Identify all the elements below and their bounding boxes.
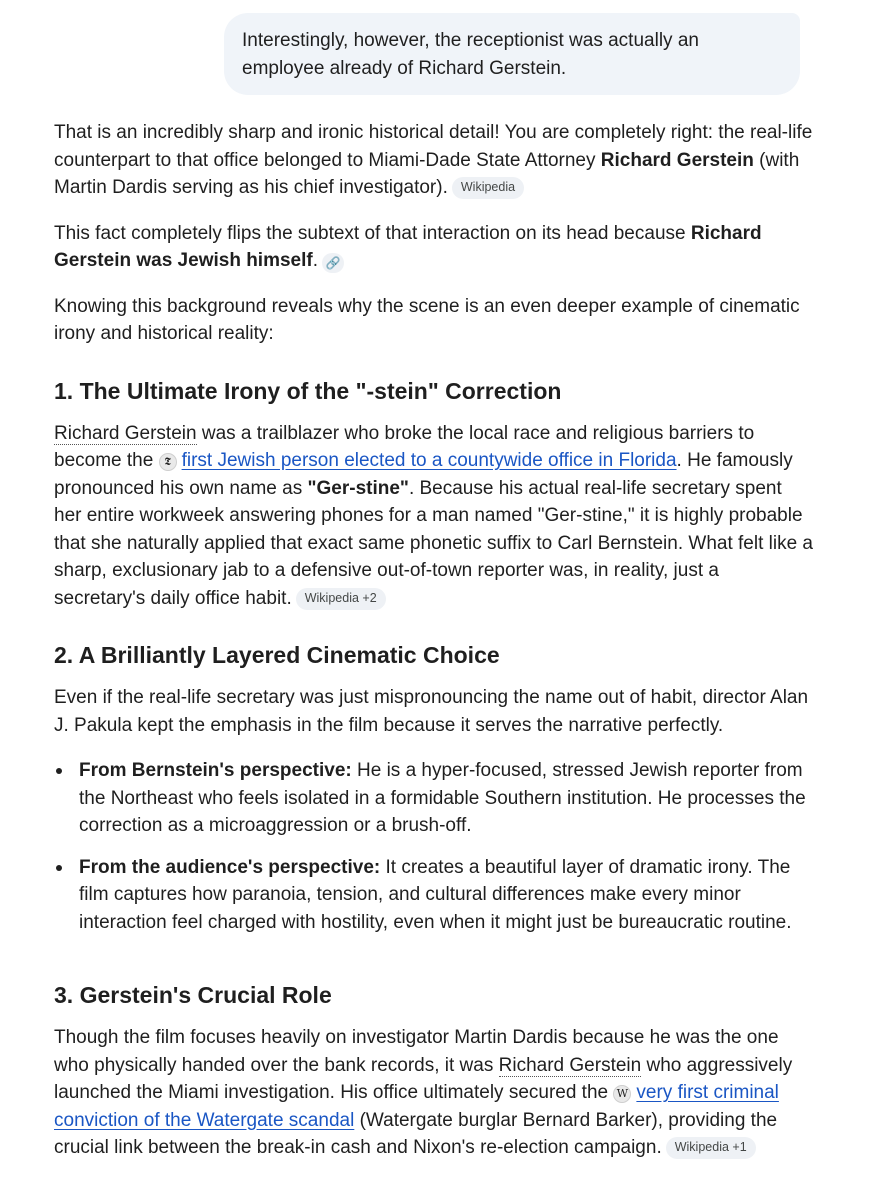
intro-text: That is an incredibly sharp and ironic historical detail! You are completely right: the real-life counterpart to that office belonged to Miami-Dade State Attorney xyxy=(54,122,813,171)
section-2-bullet-list xyxy=(54,757,814,936)
section-2-intro: Even if the real-life secretary was just mispronouncing the name out of habit, director Alan J. Pakula kept the emphasis in the film because it serves the narrative perfectly. xyxy=(54,687,809,736)
list-item xyxy=(54,757,814,840)
entity-richard-gerstein[interactable]: Richard Gerstein xyxy=(498,1054,642,1076)
section-1-text-2: . He famously pronounced his own name as xyxy=(54,450,793,499)
section-3-text-3: (Watergate burglar Bernard Barker), providing the crucial link between the break-in cash and Nixon's re-election campaign. xyxy=(54,1109,778,1158)
response-para-2 xyxy=(54,220,814,275)
wikipedia-icon: W xyxy=(613,1085,631,1103)
section-1-text: was a trailblazer who broke the local race and religious barriers to become the xyxy=(54,422,755,471)
response-para-3: Knowing this background reveals why the scene is an even deeper example of cinematic irony and historical reality: xyxy=(54,295,800,344)
section-3-text: Though the film focuses heavily on investigator Martin Dardis because he was the one who physically handed over the bank records, it was xyxy=(54,1027,779,1076)
intro-bold: Richard Gerstein xyxy=(600,149,754,171)
section-3-body xyxy=(54,1024,814,1162)
intro-text-2: (with Martin Dardis serving as his chief investigator). xyxy=(54,149,800,198)
source-chip-wikipedia[interactable]: Wikipedia xyxy=(452,177,524,199)
response-intro xyxy=(54,119,814,202)
bullet-text: It creates a beautiful layer of dramatic irony. The film captures how paranoia, tension, and cultural differences make every minor interaction feel charged with hostility, even when it might just be bureaucratic routine. xyxy=(79,856,792,933)
bullet-bold: From the audience's perspective: xyxy=(79,856,381,878)
entity-richard-gerstein[interactable]: Richard Gerstein xyxy=(54,422,197,444)
list-item xyxy=(54,854,814,937)
user-message-bubble xyxy=(224,13,800,95)
bullet-text: He is a hyper-focused, stressed Jewish reporter from the Northeast who feels isolated in a formidable Southern institution. He processes the correction as a microaggression or a brush-off. xyxy=(79,760,806,836)
section-1-body xyxy=(54,420,814,613)
section-2-heading: 2. A Brilliantly Layered Cinematic Choice xyxy=(54,642,500,668)
citation-link-first-jewish[interactable]: first Jewish person elected to a countywide office in Florida xyxy=(181,450,677,471)
para2-text-2: . xyxy=(312,250,318,271)
bullet-bold: From Bernstein's perspective: xyxy=(79,760,352,781)
citation-link-watergate-conviction[interactable]: very first criminal conviction of the Watergate scandal xyxy=(54,1082,779,1131)
source-chip-wikipedia-3[interactable]: Wikipedia +1 xyxy=(666,1137,756,1159)
section-1-heading: 1. The Ultimate Irony of the "-stein" Correction xyxy=(54,377,562,404)
nytimes-icon: 𝕿 xyxy=(159,453,177,471)
para2-text: This fact completely flips the subtext of that interaction on its head because xyxy=(54,222,691,244)
section-3-heading: 3. Gerstein's Crucial Role xyxy=(54,982,332,1008)
section-3-text-2: who aggressively launched the Miami investigation. His office ultimately secured the xyxy=(54,1054,793,1103)
para2-bold: Richard Gerstein was Jewish himself xyxy=(54,222,762,271)
user-message-text: Interestingly, however, the receptionist was actually an employee already of Richard Gerstein. xyxy=(242,30,699,79)
link-icon[interactable]: 🔗 xyxy=(322,253,344,273)
response-body xyxy=(54,119,814,1162)
source-chip-wikipedia-2[interactable]: Wikipedia +2 xyxy=(296,588,386,610)
section-1-text-3: . Because his actual real-life secretary spent her entire workweek answering phones for a man named "Ger-stine," it is highly probable that she naturally applied that exact same phonetic suffix to Carl Bernstein. What felt like a sharp, exclusionary jab to a defensive out-of-town reporter was, in reality, just a secretary's daily office habit. xyxy=(54,477,813,609)
section-1-bold: "Ger-stine" xyxy=(307,477,409,499)
